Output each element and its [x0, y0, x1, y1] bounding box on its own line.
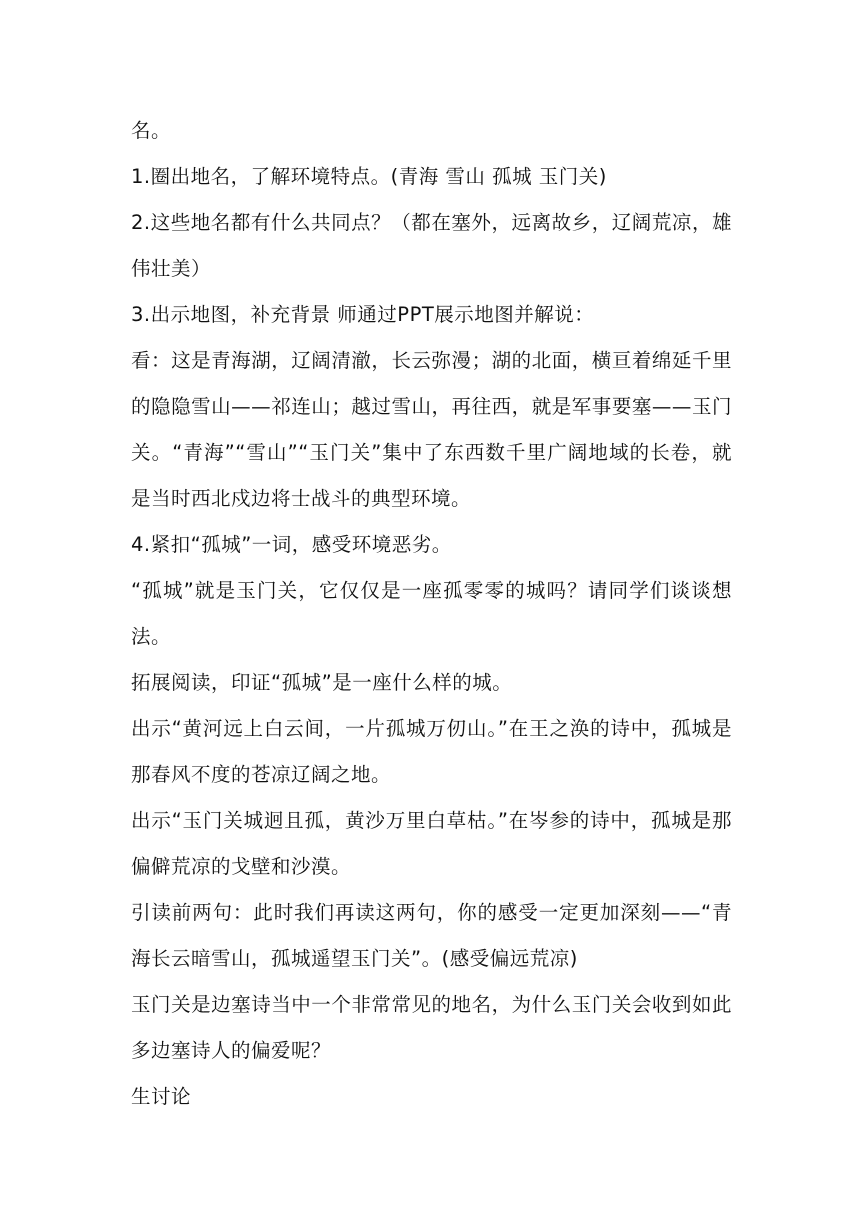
paragraph-9: 出示“黄河远上白云间，一片孤城万仞山。”在王之涣的诗中，孤城是那春风不度的苍凉辽阔之地。 — [131, 717, 732, 786]
paragraph-1: 名。 — [131, 119, 172, 142]
paragraph-6: 4.紧扣“孤城”一词，感受环境恶劣。 — [131, 533, 452, 556]
paragraph-13: 生讨论 — [131, 1085, 192, 1108]
paragraph-10: 出示“玉门关城迥且孤，黄沙万里白草枯。”在岑参的诗中，孤城是那偏僻荒凉的戈壁和沙漠。 — [131, 809, 732, 878]
paragraph-12: 玉门关是边塞诗当中一个非常常见的地名，为什么玉门关会收到如此多边塞诗人的偏爱呢？ — [131, 993, 732, 1062]
paragraph-3: 2.这些地名都有什么共同点？（都在塞外，远离故乡，辽阔荒凉，雄伟壮美） — [131, 211, 732, 280]
paragraph-5: 看：这是青海湖，辽阔清澈，长云弥漫；湖的北面，横亘着绵延千里的隐隐雪山——祁连山；越过雪山，再往西，就是军事要塞——玉门关。“青海”“雪山”“玉门关”集中了东西数千里广阔地域的长卷，就是当时西北戍边将士战斗的典型环境。 — [131, 349, 732, 510]
paragraph-7: “孤城”就是玉门关，它仅仅是一座孤零零的城吗？请同学们谈谈想法。 — [131, 579, 732, 648]
paragraph-11: 引读前两句：此时我们再读这两句，你的感受一定更加深刻——“青海长云暗雪山，孤城遥望玉门关”。(感受偏远荒凉) — [131, 901, 732, 970]
paragraph-4: 3.出示地图，补充背景 师通过PPT展示地图并解说： — [131, 303, 595, 326]
paragraph-2: 1.圈出地名，了解环境特点。(青海 雪山 孤城 玉门关) — [131, 165, 607, 188]
paragraph-8: 拓展阅读，印证“孤城”是一座什么样的城。 — [131, 671, 513, 694]
